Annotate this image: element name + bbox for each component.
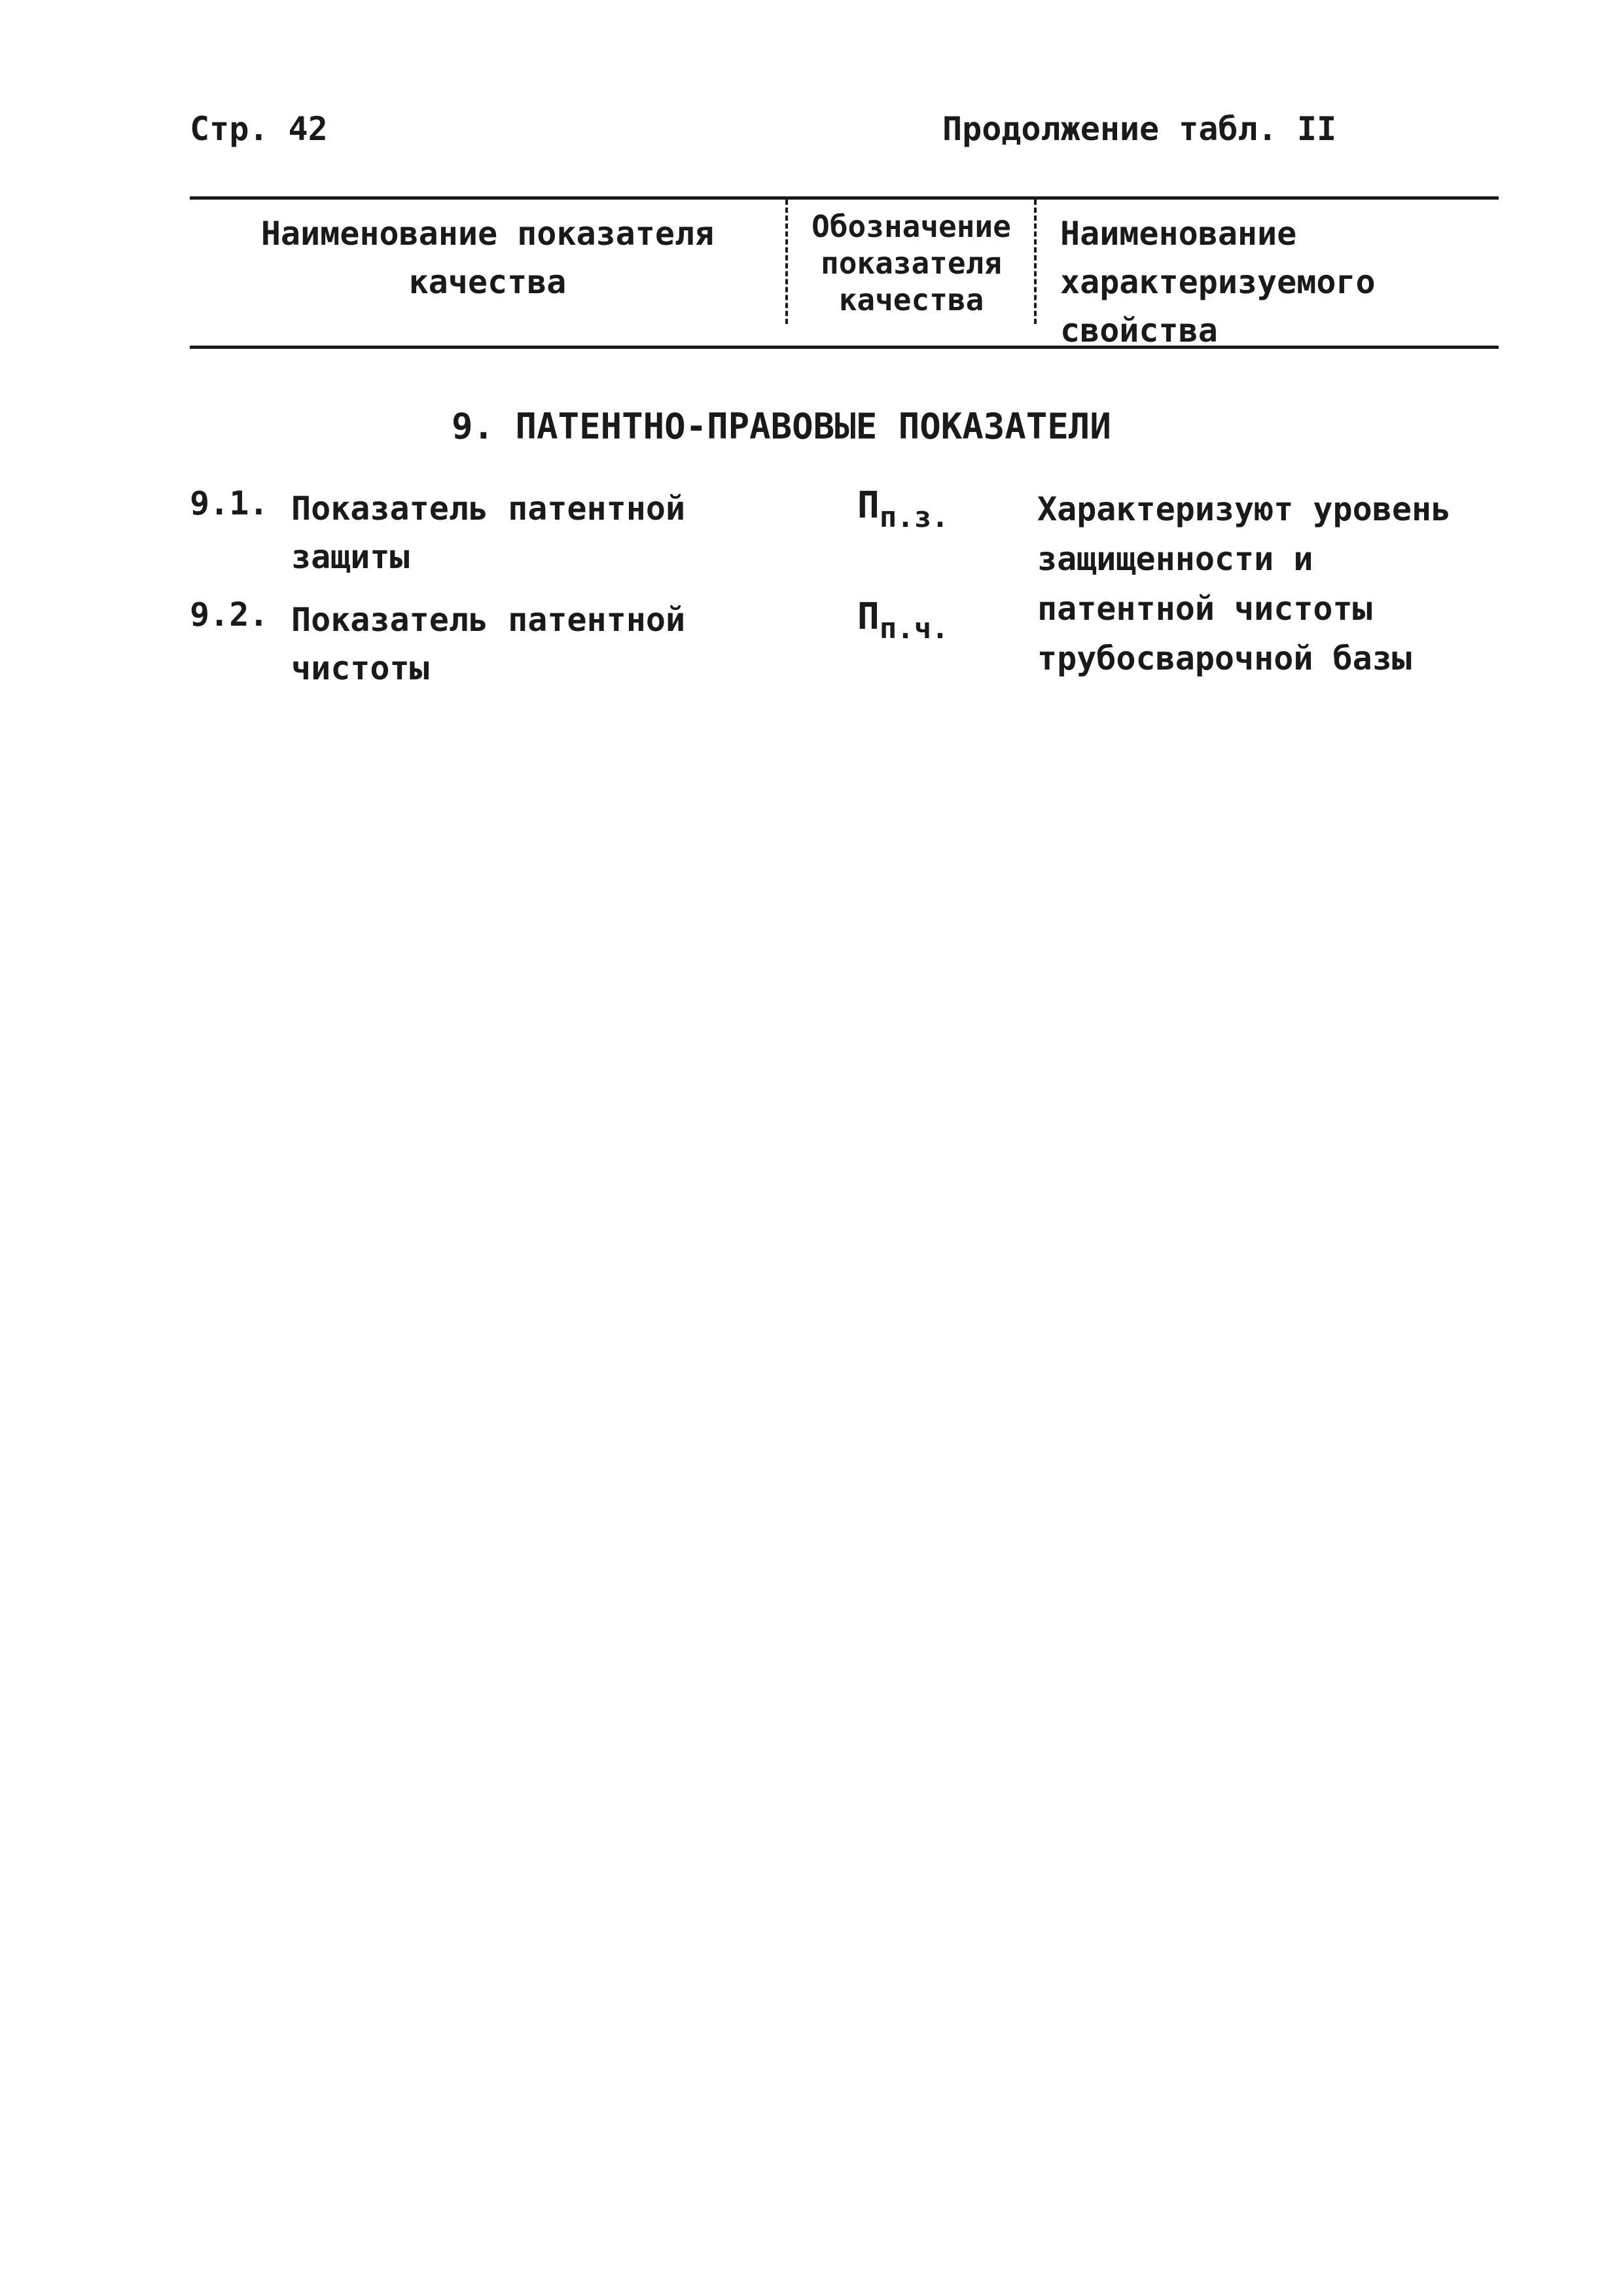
section-title: 9. ПАТЕНТНО-ПРАВОВЫЕ ПОКАЗАТЕЛИ [452, 406, 1111, 447]
table-continuation-label: Продолжение табл. II [942, 110, 1337, 148]
symbol-subscript: п.з. [879, 501, 949, 534]
column-separator [1034, 200, 1037, 324]
table-header-bottom-rule [190, 346, 1499, 349]
property-description: Характеризуют уровень защищенности и патентной чистоты трубосварочной базы [1037, 490, 1452, 677]
column-header-indicator-symbol: Обозначение показателя качества [812, 209, 1011, 317]
indicator-symbol [857, 484, 949, 534]
column-header-property-name: Наименование характеризуемого свойства [1060, 215, 1376, 350]
table-header-top-rule [190, 196, 1499, 200]
row-number: 9.1. [190, 484, 269, 522]
page-number: Стр. 42 [190, 110, 328, 148]
indicator-name: Показатель патентной чистоты [291, 601, 686, 687]
indicator-name: Показатель патентной защиты [291, 490, 686, 576]
row-number: 9.2. [190, 596, 269, 634]
symbol-subscript: п.ч. [879, 612, 949, 645]
column-separator [785, 200, 788, 324]
symbol-main: П [857, 484, 880, 527]
column-header-indicator-name: Наименование показателя качества [260, 215, 715, 301]
indicator-symbol [857, 596, 949, 645]
symbol-main: П [857, 596, 880, 638]
